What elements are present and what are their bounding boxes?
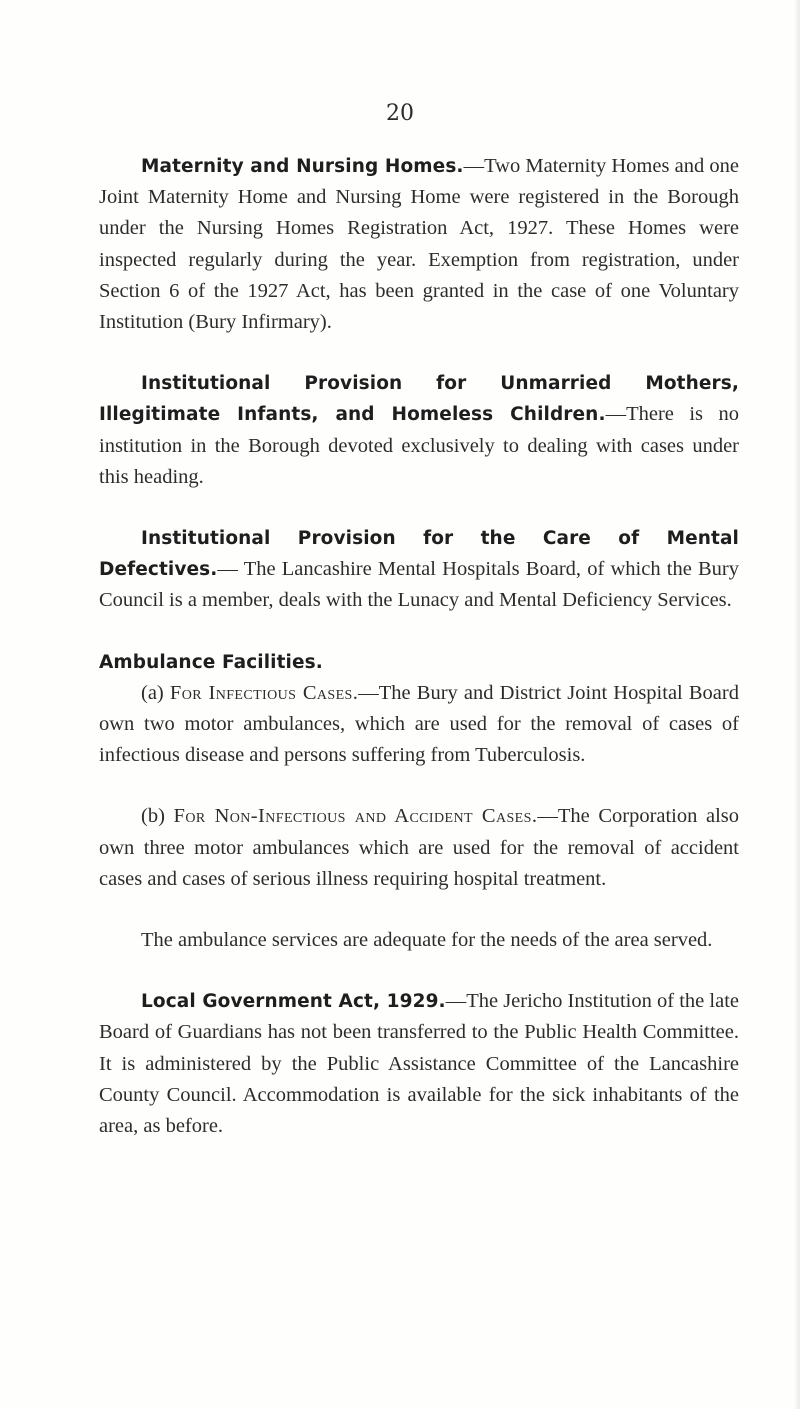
ambulance-paragraph-adequate xyxy=(99,925,739,956)
page-number: 20 xyxy=(386,101,414,126)
paragraph-label: For Infectious Cases. xyxy=(169,681,359,704)
section-heading: Ambulance Facilities. xyxy=(99,651,323,673)
section-institutional-provision-unmarried-mothers xyxy=(99,368,739,493)
paragraph-prefix: (a) xyxy=(141,681,170,704)
section-text: — The Lancashire Mental Hospitals Board, of which the Bury Council is a member, deals with the Lunacy and Mental Deficiency Services. xyxy=(99,558,739,612)
section-heading: Institutional Provision for Unmarried Mothers, Illegitimate Infants, and Homeless Children. xyxy=(99,373,739,426)
section-heading: Maternity and Nursing Homes. xyxy=(141,156,464,177)
section-maternity-homes xyxy=(99,151,739,338)
ambulance-paragraph-non-infectious xyxy=(99,801,739,895)
page-edge-shadow xyxy=(794,0,800,1409)
section-text: —The Jericho Institution of the late Board of Guardians has not been transferred to the Public Health Committee. It is administered by the Public Assistance Committee of the Lancashire County Council. Accommodation is available for the sick inhabitants of the area, as before. xyxy=(99,990,739,1138)
document-body xyxy=(99,151,739,1142)
ambulance-paragraph-infectious xyxy=(99,678,739,772)
section-heading: Institutional Provision for the Care of Mental Defectives. xyxy=(99,528,739,581)
section-local-government-act xyxy=(99,986,739,1142)
section-mental-defectives xyxy=(99,523,739,617)
paragraph-text: —The Bury and District Joint Hospital Board own two motor ambulances, which are used for the removal of cases of infectious disease and persons suffering from Tuberculosis. xyxy=(99,681,739,767)
paragraph-text: The ambulance services are adequate for the needs of the area served. xyxy=(141,929,713,952)
section-text: —Two Maternity Homes and one Joint Maternity Home and Nursing Home were registered in the Borough under the Nursing Homes Registration Act, 1927. These Homes were inspected regularly during the year. Exemption from registration, under Section 6 of the 1927 Act, has been granted in the case of one Voluntary Institution (Bury Infirmary). xyxy=(99,155,739,334)
section-heading: Local Government Act, 1929. xyxy=(141,991,446,1013)
paragraph-prefix: (b) xyxy=(141,805,174,828)
section-text: —There is no institution in the Borough devoted exclusively to dealing with cases under this heading. xyxy=(99,403,739,488)
section-ambulance-facilities-heading xyxy=(99,647,739,678)
paragraph-text: —The Corporation also own three motor ambulances which are used for the removal of accident cases and cases of serious illness requiring hospital treatment. xyxy=(99,805,740,890)
paragraph-label: For Non-Infectious and Accident Cases. xyxy=(173,805,538,828)
